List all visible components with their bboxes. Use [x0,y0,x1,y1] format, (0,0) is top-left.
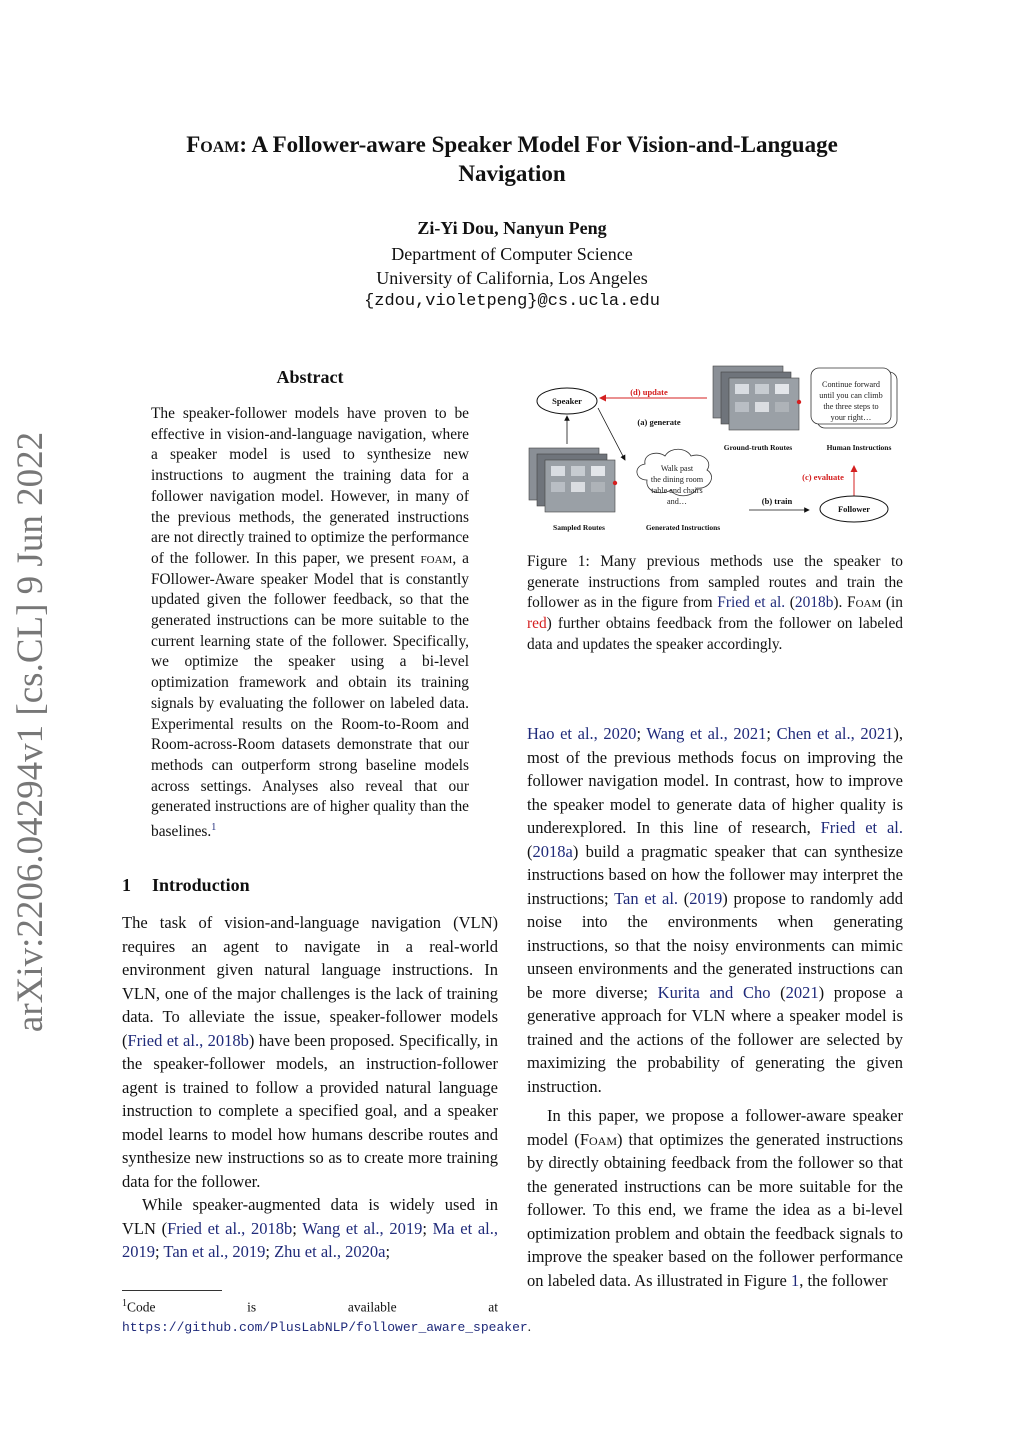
text: ( [785,594,795,612]
speaker-label: Speaker [552,396,582,406]
human-text-4: your right… [830,413,872,422]
arxiv-identifier: arXiv:2206.04294v1 [cs.CL] 9 Jun 2022 [10,431,51,1033]
text: ) build a pragmatic speaker that can synthesize instructions based on how the follower may interpret the instructions; [527,841,903,908]
citation-link[interactable]: Chen et al., 2021 [776,724,894,743]
foam-name: Foam [579,1129,617,1149]
footnote-rule [122,1290,222,1291]
citation-link[interactable]: Fried et al. [717,594,786,612]
text: ; [422,1218,433,1238]
text: ; [636,724,647,743]
text: ; [385,1242,391,1261]
text: ) further obtains feedback from the follower on labeled data and updates the speaker accordingly. [527,615,903,653]
citation-link[interactable]: Wang et al., 2021 [646,724,767,743]
text: ). [833,594,848,612]
text: ; [265,1242,275,1261]
code-link[interactable]: https://github.com/PlusLabNLP/follower_aware_speaker [122,1319,528,1335]
caption-red-word: red [527,615,547,633]
citation-link[interactable]: Hao et al., 2020 [527,724,637,743]
right-column [527,722,903,1292]
citation-link[interactable]: Tan et al. [614,888,679,908]
paper-title [100,130,924,188]
citation-link[interactable]: Zhu et al., 2020a [274,1242,386,1261]
citation-link[interactable]: Ma et al., 2019 [122,1218,498,1261]
sampled-routes-images [529,448,617,512]
abstract-body [151,404,469,843]
right-paragraph-2 [527,1104,903,1292]
human-instructions-label: Human Instructions [826,443,892,452]
human-text-1: Continue forward [822,380,880,389]
section-number: 1 [122,875,131,895]
text: Figure 1: Many previous methods use the speaker to generate instructions from sampled routes and train the follower as in the figure from [527,553,903,612]
ground-truth-images [713,366,801,430]
text: ( [527,841,533,861]
affiliation-univ: University of California, Los Angeles [376,268,648,288]
text: In this paper, we propose a follower-aware speaker model ( [527,1106,903,1149]
abstract-text-a: The speaker-follower models have proven to be effective in vision-and-language navigation, where a speaker model is used to synthesize new instructions to augment the training data for a follower navigation model. However, in many of the previous methods, the generated instructions are not directly trained to optimize the performance of the follower. In this paper, we present [151,405,469,567]
left-column [122,911,498,1264]
ground-truth-label: Ground-truth Routes [723,443,793,452]
text: ; [292,1218,303,1238]
footnote-number: 1 [122,1298,127,1309]
text: ) that optimizes the generated instructions by directly obtaining feedback from the follower so that the generated instructions can be more suitable for the follower. To this end, we frame the idea as a bi-level optimization problem and obtain the feedback signals to improve the speaker based on the follower performance on labeled data. As illustrated in Figure [527,1129,903,1290]
evaluate-label: (c) evaluate [802,472,844,482]
human-text-2: until you can climb [819,391,883,400]
speaker-node [537,388,597,414]
text: ) have been proposed. Specifically, in the speaker-follower models, an instruction-follower agent is trained to follow a provided natural language instruction to complete a specified goal, and a speaker model learns to model how humans describe routes and synthesize new instructions so as to create more training data for the follower. [122,1030,498,1191]
footnote-mark[interactable]: 1 [211,822,217,834]
citation-link[interactable]: 2019 [689,888,723,908]
figure-ref-link[interactable]: 1 [790,1270,800,1290]
text: ; [766,724,777,743]
citation-link[interactable]: Tan et al., 2019 [163,1242,266,1261]
gen-text-4: and… [666,497,688,506]
authors: Zi-Yi Dou, Nanyun Peng [417,218,607,238]
text: (in [881,594,903,612]
citation-link[interactable]: Fried et al., 2018b [127,1030,249,1050]
text: , the follower [799,1270,888,1290]
text: . [527,1318,532,1334]
affiliation-dept: Department of Computer Science [391,244,633,264]
intro-paragraph-2 [122,1193,498,1264]
citation-link[interactable]: Fried et al., 2018b [167,1218,293,1238]
caption-foam: Foam [847,594,882,612]
figure-1-caption [527,552,903,656]
sampled-routes-label: Sampled Routes [553,523,605,532]
citation-link[interactable]: Kurita and Cho [657,982,771,1002]
generate-arrow [598,408,625,460]
right-paragraph-1 [527,722,903,1098]
footnote [122,1294,532,1337]
title-foam: Foam [186,132,240,157]
text: ) propose a generative approach for VLN where a speaker model is trained and the actions of the follower are selected by maximizing the probability of generating the given instruction. [527,982,903,1096]
citation-link[interactable]: 2021 [785,982,819,1002]
gen-text-1: Walk past [660,464,694,473]
gen-text-2: the dining room [650,475,704,484]
abstract-foam: foam [420,549,453,567]
intro-paragraph-1 [122,911,498,1193]
text: ; [155,1242,164,1261]
abstract-text-b: , a FOllower-Aware speaker Model that is constantly updated given the follower feedback, so that the generated instructions can be more suitable to the current learning state of the follower. Specifically, we optimize the speaker using a bi-level optimization framework and obtain its training signals by evaluating the follower on labeled data. Experimental results on the Room-to-Room and Room-across-Room datasets demonstrate that our methods can outperform strong baseline models across settings. Analyses also reveal that our generated instructions are of higher quality than the baselines. [151,549,469,841]
text: ( [678,888,690,908]
text: ), most of the previous methods focus on improving the follower navigation model. In contrast, how to improve the speaker model to generate data of higher quality is underexplored. In this line of research, [527,724,903,837]
train-label: (b) train [761,496,793,506]
gen-text-3: table and chairs [651,486,703,495]
abstract-heading: Abstract [276,367,344,387]
figure-1-diagram [527,362,907,540]
human-text-3: the three steps to [823,402,879,411]
text: The task of vision-and-language navigation (VLN) requires an agent to navigate in a real-world environment given natural language instructions. In VLN, one of the major challenges is the lack of training data. To alleviate the issue, speaker-follower models ( [122,913,498,1050]
section-heading [122,875,250,896]
update-label: (d) update [630,387,668,397]
citation-link[interactable]: 2018a [532,841,573,861]
text: ( [770,982,786,1002]
title-rest: : A Follower-aware Speaker Model For Vision-and-Language [239,132,838,157]
generated-instructions-label: Generated Instructions [645,523,721,532]
text: While speaker-augmented data is widely used in VLN ( [122,1195,498,1238]
citation-link[interactable]: Wang et al., 2019 [302,1218,423,1238]
footnote-text: Code is available at [127,1299,498,1315]
author-email: {zdou,violetpeng}@cs.ucla.edu [364,292,660,311]
citation-link[interactable]: Fried et al. [820,818,903,837]
generate-label: (a) generate [637,417,681,427]
title-line2: Navigation [458,161,566,186]
follower-label: Follower [837,504,871,514]
follower-node [820,496,888,522]
citation-link[interactable]: 2018b [794,594,834,612]
section-title: Introduction [152,875,250,895]
text: ) propose to randomly add noise into the environments when generating instructions, so that the noisy environments can mimic unseen environments and the generated instructions can be more diverse; [527,888,903,1002]
